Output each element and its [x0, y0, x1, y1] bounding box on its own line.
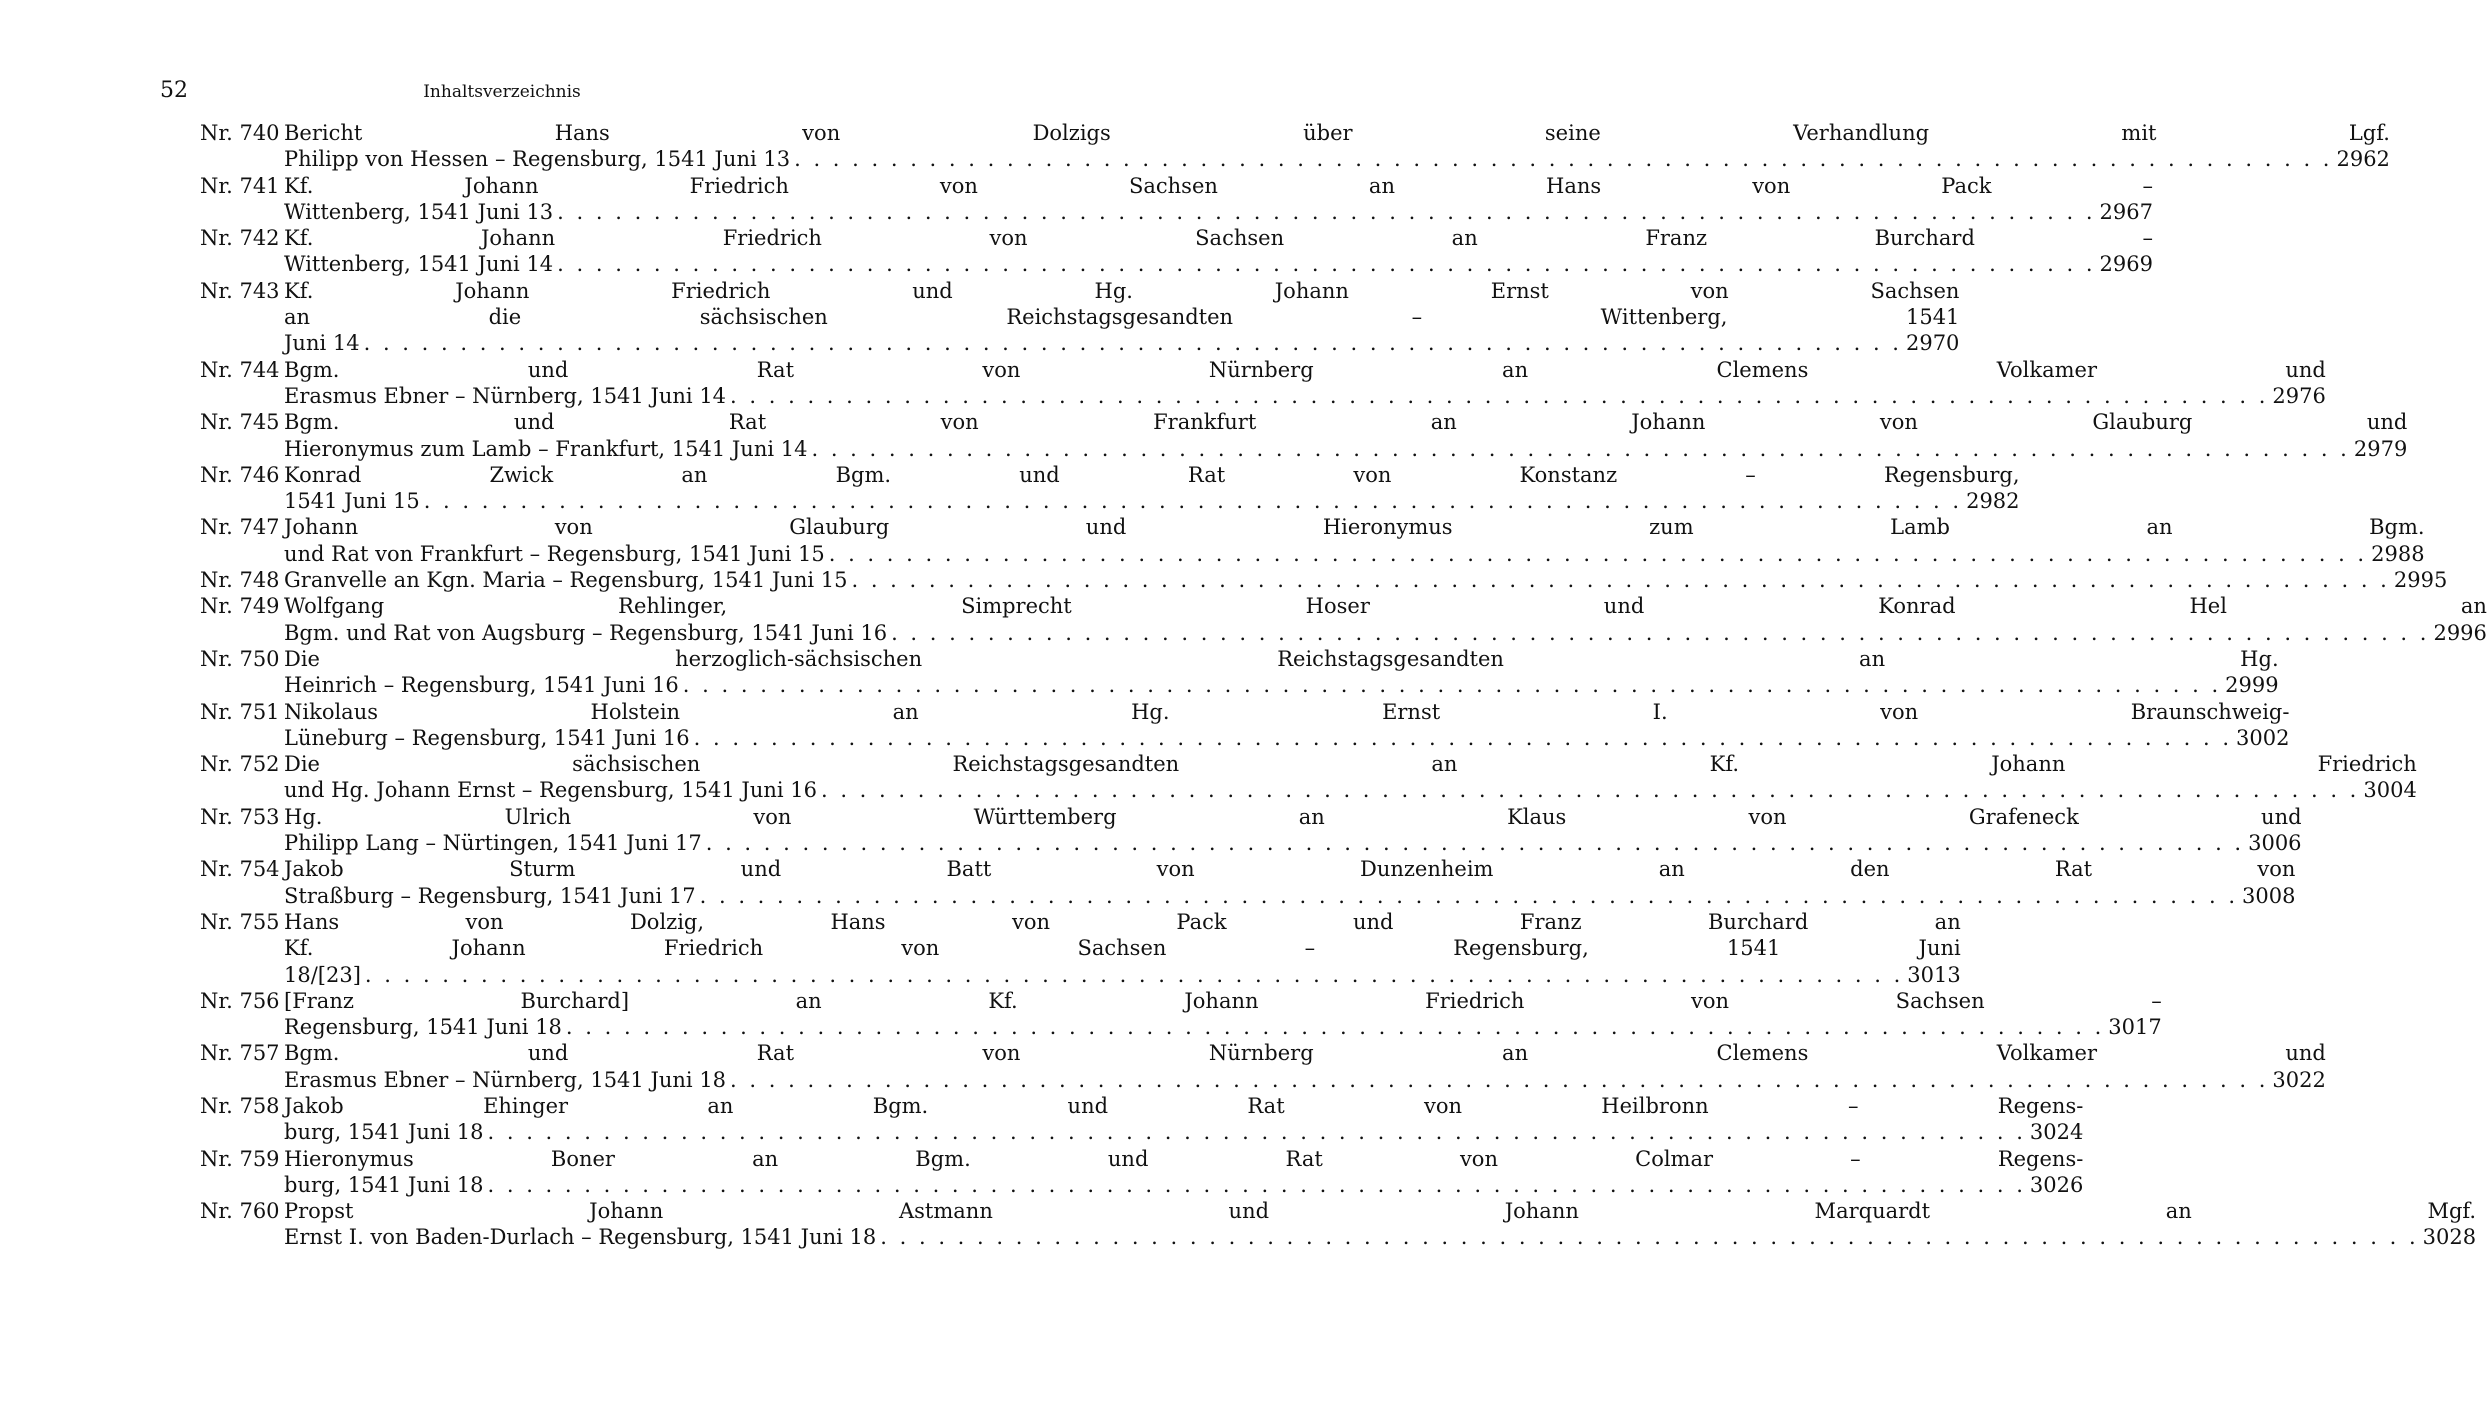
- entry-title: [284, 646, 2279, 699]
- entry-title: [284, 514, 2425, 567]
- toc-entry: [200, 462, 2020, 515]
- entry-title-line: Die sächsischen Reichstagsgesandten an Kf. Johann Friedrich: [284, 752, 2417, 777]
- toc-entry: [200, 804, 2302, 857]
- toc-entry: [200, 409, 2408, 462]
- entry-number: Nr. 744: [200, 357, 280, 382]
- entry-title-line: Bgm. und Rat von Nürnberg an Clemens Volkamer und: [284, 1041, 2326, 1066]
- dot-leader: . . . . . . . . . . . . . . . . . . . . . . . . . . . . . . . . . . . . . . . . . . . . . . . . . . . . . . . . . . . . . . . . . . . . . . . . . . . . . . . .: [487, 1172, 2026, 1197]
- entry-page-number: 2969: [2099, 252, 2153, 277]
- entry-title-line: 1541 Juni 15: [284, 489, 420, 514]
- dot-leader: . . . . . . . . . . . . . . . . . . . . . . . . . . . . . . . . . . . . . . . . . . . . . . . . . . . . . . . . . . . . . . . . . . . . . . . . . . . . . . . .: [891, 620, 2430, 645]
- toc-entry: [200, 514, 2425, 567]
- entry-title-line: Hieronymus Boner an Bgm. und Rat von Colmar – Regens-: [284, 1146, 2084, 1171]
- entry-title: [284, 120, 2390, 173]
- entry-title: [284, 593, 2487, 646]
- entry-number: Nr. 754: [200, 857, 280, 882]
- entry-title-line: Juni 14: [284, 331, 360, 356]
- toc-entry: [200, 173, 2153, 226]
- entry-number: Nr. 751: [200, 699, 280, 724]
- entry-page-number: 3024: [2029, 1120, 2084, 1145]
- entry-page-number: 2996: [2433, 620, 2487, 645]
- entry-number: Nr. 743: [200, 278, 280, 303]
- entry-title-line: burg, 1541 Juni 18: [284, 1172, 484, 1197]
- toc-entry: [200, 225, 2153, 278]
- entry-page-number: 2970: [1905, 331, 1960, 356]
- entry-title: [284, 278, 1959, 357]
- entry-page-number: 2999: [2225, 673, 2279, 698]
- entry-number: Nr. 755: [200, 909, 280, 934]
- entry-title-line: an die sächsischen Reichstagsgesandten – Wittenberg, 1541: [284, 305, 1960, 330]
- entry-number: Nr. 757: [200, 1041, 280, 1066]
- toc-entry: [200, 699, 2290, 752]
- entry-title: [284, 409, 2407, 462]
- page-number: 52: [160, 78, 188, 103]
- dot-leader: . . . . . . . . . . . . . . . . . . . . . . . . . . . . . . . . . . . . . . . . . . . . . . . . . . . . . . . . . . . . . . . . . . . . . . . . . . . . . . . .: [828, 541, 2368, 566]
- entry-number: Nr. 759: [200, 1146, 280, 1171]
- table-of-contents: [200, 120, 2487, 1251]
- toc-entry: [200, 1198, 2477, 1251]
- running-head: Inhaltsverzeichnis: [423, 82, 581, 102]
- entry-title-line: [Franz Burchard] an Kf. Johann Friedrich von Sachsen –: [284, 988, 2162, 1013]
- entry-number: Nr. 747: [200, 515, 280, 540]
- entry-title-line: Nikolaus Holstein an Hg. Ernst I. von Braunschweig-: [284, 699, 2290, 724]
- entry-title: [284, 856, 2295, 909]
- entry-title: [284, 1146, 2083, 1199]
- toc-entry: [200, 593, 2487, 646]
- toc-entry: [200, 120, 2390, 173]
- entry-title-line: Erasmus Ebner – Nürnberg, 1541 Juni 14: [284, 383, 727, 408]
- entry-title: [284, 1198, 2476, 1251]
- entry-title-line: Kf. Johann Friedrich von Sachsen an Franz Burchard –: [284, 226, 2153, 251]
- entry-title-line: Regensburg, 1541 Juni 18: [284, 1015, 562, 1040]
- toc-entry: [200, 646, 2279, 699]
- entry-title: [284, 1040, 2326, 1093]
- toc-entry: [200, 1040, 2326, 1093]
- entry-title-line: Straßburg – Regensburg, 1541 Juni 17: [284, 883, 696, 908]
- toc-entry: [200, 1093, 2084, 1146]
- entry-title-line: Granvelle an Kgn. Maria – Regensburg, 1541 Juni 15: [284, 568, 848, 593]
- dot-leader: . . . . . . . . . . . . . . . . . . . . . . . . . . . . . . . . . . . . . . . . . . . . . . . . . . . . . . . . . . . . . . . . . . . . . . . . . . . . . . . .: [557, 252, 2096, 277]
- entry-page-number: 3008: [2242, 883, 2296, 908]
- entry-title-line: Lüneburg – Regensburg, 1541 Juni 16: [284, 725, 690, 750]
- dot-leader: . . . . . . . . . . . . . . . . . . . . . . . . . . . . . . . . . . . . . . . . . . . . . . . . . . . . . . . . . . . . . . . . . . . . . . . . . . . . . . . .: [880, 1225, 2419, 1250]
- dot-leader: . . . . . . . . . . . . . . . . . . . . . . . . . . . . . . . . . . . . . . . . . . . . . . . . . . . . . . . . . . . . . . . . . . . . . . . . . . . . . . . .: [811, 436, 2350, 461]
- entry-title: [284, 462, 2020, 515]
- entry-page-number: 2979: [2353, 436, 2408, 461]
- entry-number: Nr. 740: [200, 121, 280, 145]
- toc-entry: [200, 751, 2417, 804]
- toc-entry: [200, 856, 2296, 909]
- entry-title: [284, 751, 2417, 804]
- entry-page-number: 3002: [2236, 725, 2290, 750]
- dot-leader: . . . . . . . . . . . . . . . . . . . . . . . . . . . . . . . . . . . . . . . . . . . . . . . . . . . . . . . . . . . . . . . . . . . . . . . . . . . . . . . .: [794, 147, 2333, 172]
- entry-title: [284, 173, 2153, 226]
- entry-title-line: Hans von Dolzig, Hans von Pack und Franz Burchard an: [284, 909, 1961, 934]
- entry-number: Nr. 758: [200, 1093, 280, 1118]
- entry-title-line: Philipp von Hessen – Regensburg, 1541 Juni 13: [284, 147, 791, 172]
- toc-entry: [200, 278, 1960, 357]
- entry-page-number: 3013: [1907, 962, 1961, 987]
- entry-title-line: Erasmus Ebner – Nürnberg, 1541 Juni 18: [284, 1067, 727, 1092]
- entry-title-line: Bgm. und Rat von Frankfurt an Johann von Glauburg und: [284, 410, 2408, 435]
- entry-page-number: 3022: [2272, 1067, 2326, 1092]
- entry-title-line: Heinrich – Regensburg, 1541 Juni 16: [284, 673, 679, 698]
- dot-leader: . . . . . . . . . . . . . . . . . . . . . . . . . . . . . . . . . . . . . . . . . . . . . . . . . . . . . . . . . . . . . . . . . . . . . . . . . . . . . . . .: [730, 383, 2269, 408]
- entry-page-number: 2962: [2336, 147, 2390, 172]
- entry-number: Nr. 750: [200, 646, 280, 671]
- entry-title-line: und Rat von Frankfurt – Regensburg, 1541 Juni 15: [284, 541, 825, 566]
- entry-page-number: 3004: [2363, 778, 2417, 803]
- entry-title-line: Jakob Sturm und Batt von Dunzenheim an den Rat von: [284, 857, 2296, 882]
- entry-title-line: Die herzoglich-sächsischen Reichstagsgesandten an Hg.: [284, 646, 2279, 671]
- dot-leader: . . . . . . . . . . . . . . . . . . . . . . . . . . . . . . . . . . . . . . . . . . . . . . . . . . . . . . . . . . . . . . . . . . . . . . . . . . . . . . . .: [699, 883, 2238, 908]
- entry-title: [284, 567, 2447, 593]
- entry-title-line: Wolfgang Rehlinger, Simprecht Hoser und Konrad Hel an: [284, 594, 2487, 619]
- entry-title-line: Propst Johann Astmann und Johann Marquardt an Mgf.: [284, 1199, 2477, 1224]
- entry-number: Nr. 748: [200, 568, 280, 593]
- dot-leader: . . . . . . . . . . . . . . . . . . . . . . . . . . . . . . . . . . . . . . . . . . . . . . . . . . . . . . . . . . . . . . . . . . . . . . . . . . . . . . . .: [820, 778, 2360, 803]
- entry-title-line: Johann von Glauburg und Hieronymus zum Lamb an Bgm.: [284, 515, 2425, 540]
- dot-leader: . . . . . . . . . . . . . . . . . . . . . . . . . . . . . . . . . . . . . . . . . . . . . . . . . . . . . . . . . . . . . . . . . . . . . . . . . . . . . . . .: [693, 725, 2233, 750]
- entry-title-line: Wittenberg, 1541 Juni 14: [284, 252, 554, 277]
- entry-title-line: Philipp Lang – Nürtingen, 1541 Juni 17: [284, 831, 702, 856]
- entry-title: [284, 699, 2289, 752]
- entry-title-line: Kf. Johann Friedrich und Hg. Johann Ernst von Sachsen: [284, 278, 1960, 303]
- toc-entry: [200, 567, 2448, 593]
- entry-title-line: Jakob Ehinger an Bgm. und Rat von Heilbronn – Regens-: [284, 1093, 2084, 1118]
- entry-page-number: 3006: [2248, 831, 2302, 856]
- entry-title-line: Bericht Hans von Dolzigs über seine Verhandlung mit Lgf.: [284, 121, 2390, 145]
- entry-number: Nr. 749: [200, 594, 280, 619]
- entry-title: [284, 988, 2162, 1041]
- entry-title-line: burg, 1541 Juni 18: [284, 1120, 484, 1145]
- dot-leader: . . . . . . . . . . . . . . . . . . . . . . . . . . . . . . . . . . . . . . . . . . . . . . . . . . . . . . . . . . . . . . . . . . . . . . . . . . . . . . . .: [423, 489, 1963, 514]
- entry-title-line: Ernst I. von Baden-Durlach – Regensburg, 1541 Juni 18: [284, 1225, 877, 1250]
- entry-title-line: Kf. Johann Friedrich von Sachsen an Hans von Pack –: [284, 173, 2153, 198]
- entry-page-number: 3026: [2029, 1172, 2084, 1197]
- entry-page-number: 3028: [2422, 1225, 2477, 1250]
- entry-page-number: 2988: [2371, 541, 2425, 566]
- entry-number: Nr. 760: [200, 1199, 280, 1224]
- entry-title-line: Hieronymus zum Lamb – Frankfurt, 1541 Juni 14: [284, 436, 808, 461]
- entry-title-line: Hg. Ulrich von Württemberg an Klaus von Grafeneck und: [284, 804, 2302, 829]
- dot-leader: . . . . . . . . . . . . . . . . . . . . . . . . . . . . . . . . . . . . . . . . . . . . . . . . . . . . . . . . . . . . . . . . . . . . . . . . . . . . . . . .: [557, 199, 2096, 224]
- entry-number: Nr. 741: [200, 173, 280, 198]
- dot-leader: . . . . . . . . . . . . . . . . . . . . . . . . . . . . . . . . . . . . . . . . . . . . . . . . . . . . . . . . . . . . . . . . . . . . . . . . . . . . . . . .: [487, 1120, 2026, 1145]
- entry-page-number: 2967: [2099, 199, 2153, 224]
- entry-title-line: Konrad Zwick an Bgm. und Rat von Konstanz – Regensburg,: [284, 462, 2020, 487]
- dot-leader: . . . . . . . . . . . . . . . . . . . . . . . . . . . . . . . . . . . . . . . . . . . . . . . . . . . . . . . . . . . . . . . . . . . . . . . . . . . . . . . .: [730, 1067, 2269, 1092]
- entry-title: [284, 225, 2153, 278]
- entry-page-number: 2995: [2393, 568, 2448, 593]
- dot-leader: . . . . . . . . . . . . . . . . . . . . . . . . . . . . . . . . . . . . . . . . . . . . . . . . . . . . . . . . . . . . . . . . . . . . . . . . . . . . . . . .: [851, 568, 2390, 593]
- entry-title-line: und Hg. Johann Ernst – Regensburg, 1541 Juni 16: [284, 778, 817, 803]
- entry-number: Nr. 753: [200, 804, 280, 829]
- dot-leader: . . . . . . . . . . . . . . . . . . . . . . . . . . . . . . . . . . . . . . . . . . . . . . . . . . . . . . . . . . . . . . . . . . . . . . . . . . . . . . . .: [364, 962, 1904, 987]
- entry-page-number: 3017: [2108, 1015, 2162, 1040]
- entry-number: Nr. 742: [200, 226, 280, 251]
- entry-page-number: 2982: [1966, 489, 2020, 514]
- entry-page-number: 2976: [2272, 383, 2326, 408]
- entry-title: [284, 909, 1961, 988]
- entry-number: Nr. 745: [200, 410, 280, 435]
- entry-title-line: Bgm. und Rat von Nürnberg an Clemens Volkamer und: [284, 357, 2326, 382]
- dot-leader: . . . . . . . . . . . . . . . . . . . . . . . . . . . . . . . . . . . . . . . . . . . . . . . . . . . . . . . . . . . . . . . . . . . . . . . . . . . . . . . .: [565, 1015, 2105, 1040]
- entry-title: [284, 1093, 2083, 1146]
- entry-title: [284, 357, 2326, 410]
- dot-leader: . . . . . . . . . . . . . . . . . . . . . . . . . . . . . . . . . . . . . . . . . . . . . . . . . . . . . . . . . . . . . . . . . . . . . . . . . . . . . . . .: [705, 831, 2245, 856]
- entry-title-line: Wittenberg, 1541 Juni 13: [284, 199, 554, 224]
- dot-leader: . . . . . . . . . . . . . . . . . . . . . . . . . . . . . . . . . . . . . . . . . . . . . . . . . . . . . . . . . . . . . . . . . . . . . . . . . . . . . . . .: [363, 331, 1902, 356]
- entry-number: Nr. 756: [200, 988, 280, 1013]
- toc-entry: [200, 1146, 2084, 1199]
- toc-entry: [200, 909, 1961, 988]
- entry-title-line: 18/[23]: [284, 962, 361, 987]
- entry-number: Nr. 746: [200, 462, 280, 487]
- entry-title: [284, 804, 2302, 857]
- entry-number: Nr. 752: [200, 752, 280, 777]
- dot-leader: . . . . . . . . . . . . . . . . . . . . . . . . . . . . . . . . . . . . . . . . . . . . . . . . . . . . . . . . . . . . . . . . . . . . . . . . . . . . . . . .: [682, 673, 2222, 698]
- toc-entry: [200, 357, 2326, 410]
- entry-title-line: Bgm. und Rat von Augsburg – Regensburg, 1541 Juni 16: [284, 620, 888, 645]
- toc-entry: [200, 988, 2162, 1041]
- entry-title-line: Kf. Johann Friedrich von Sachsen – Regensburg, 1541 Juni: [284, 936, 1961, 961]
